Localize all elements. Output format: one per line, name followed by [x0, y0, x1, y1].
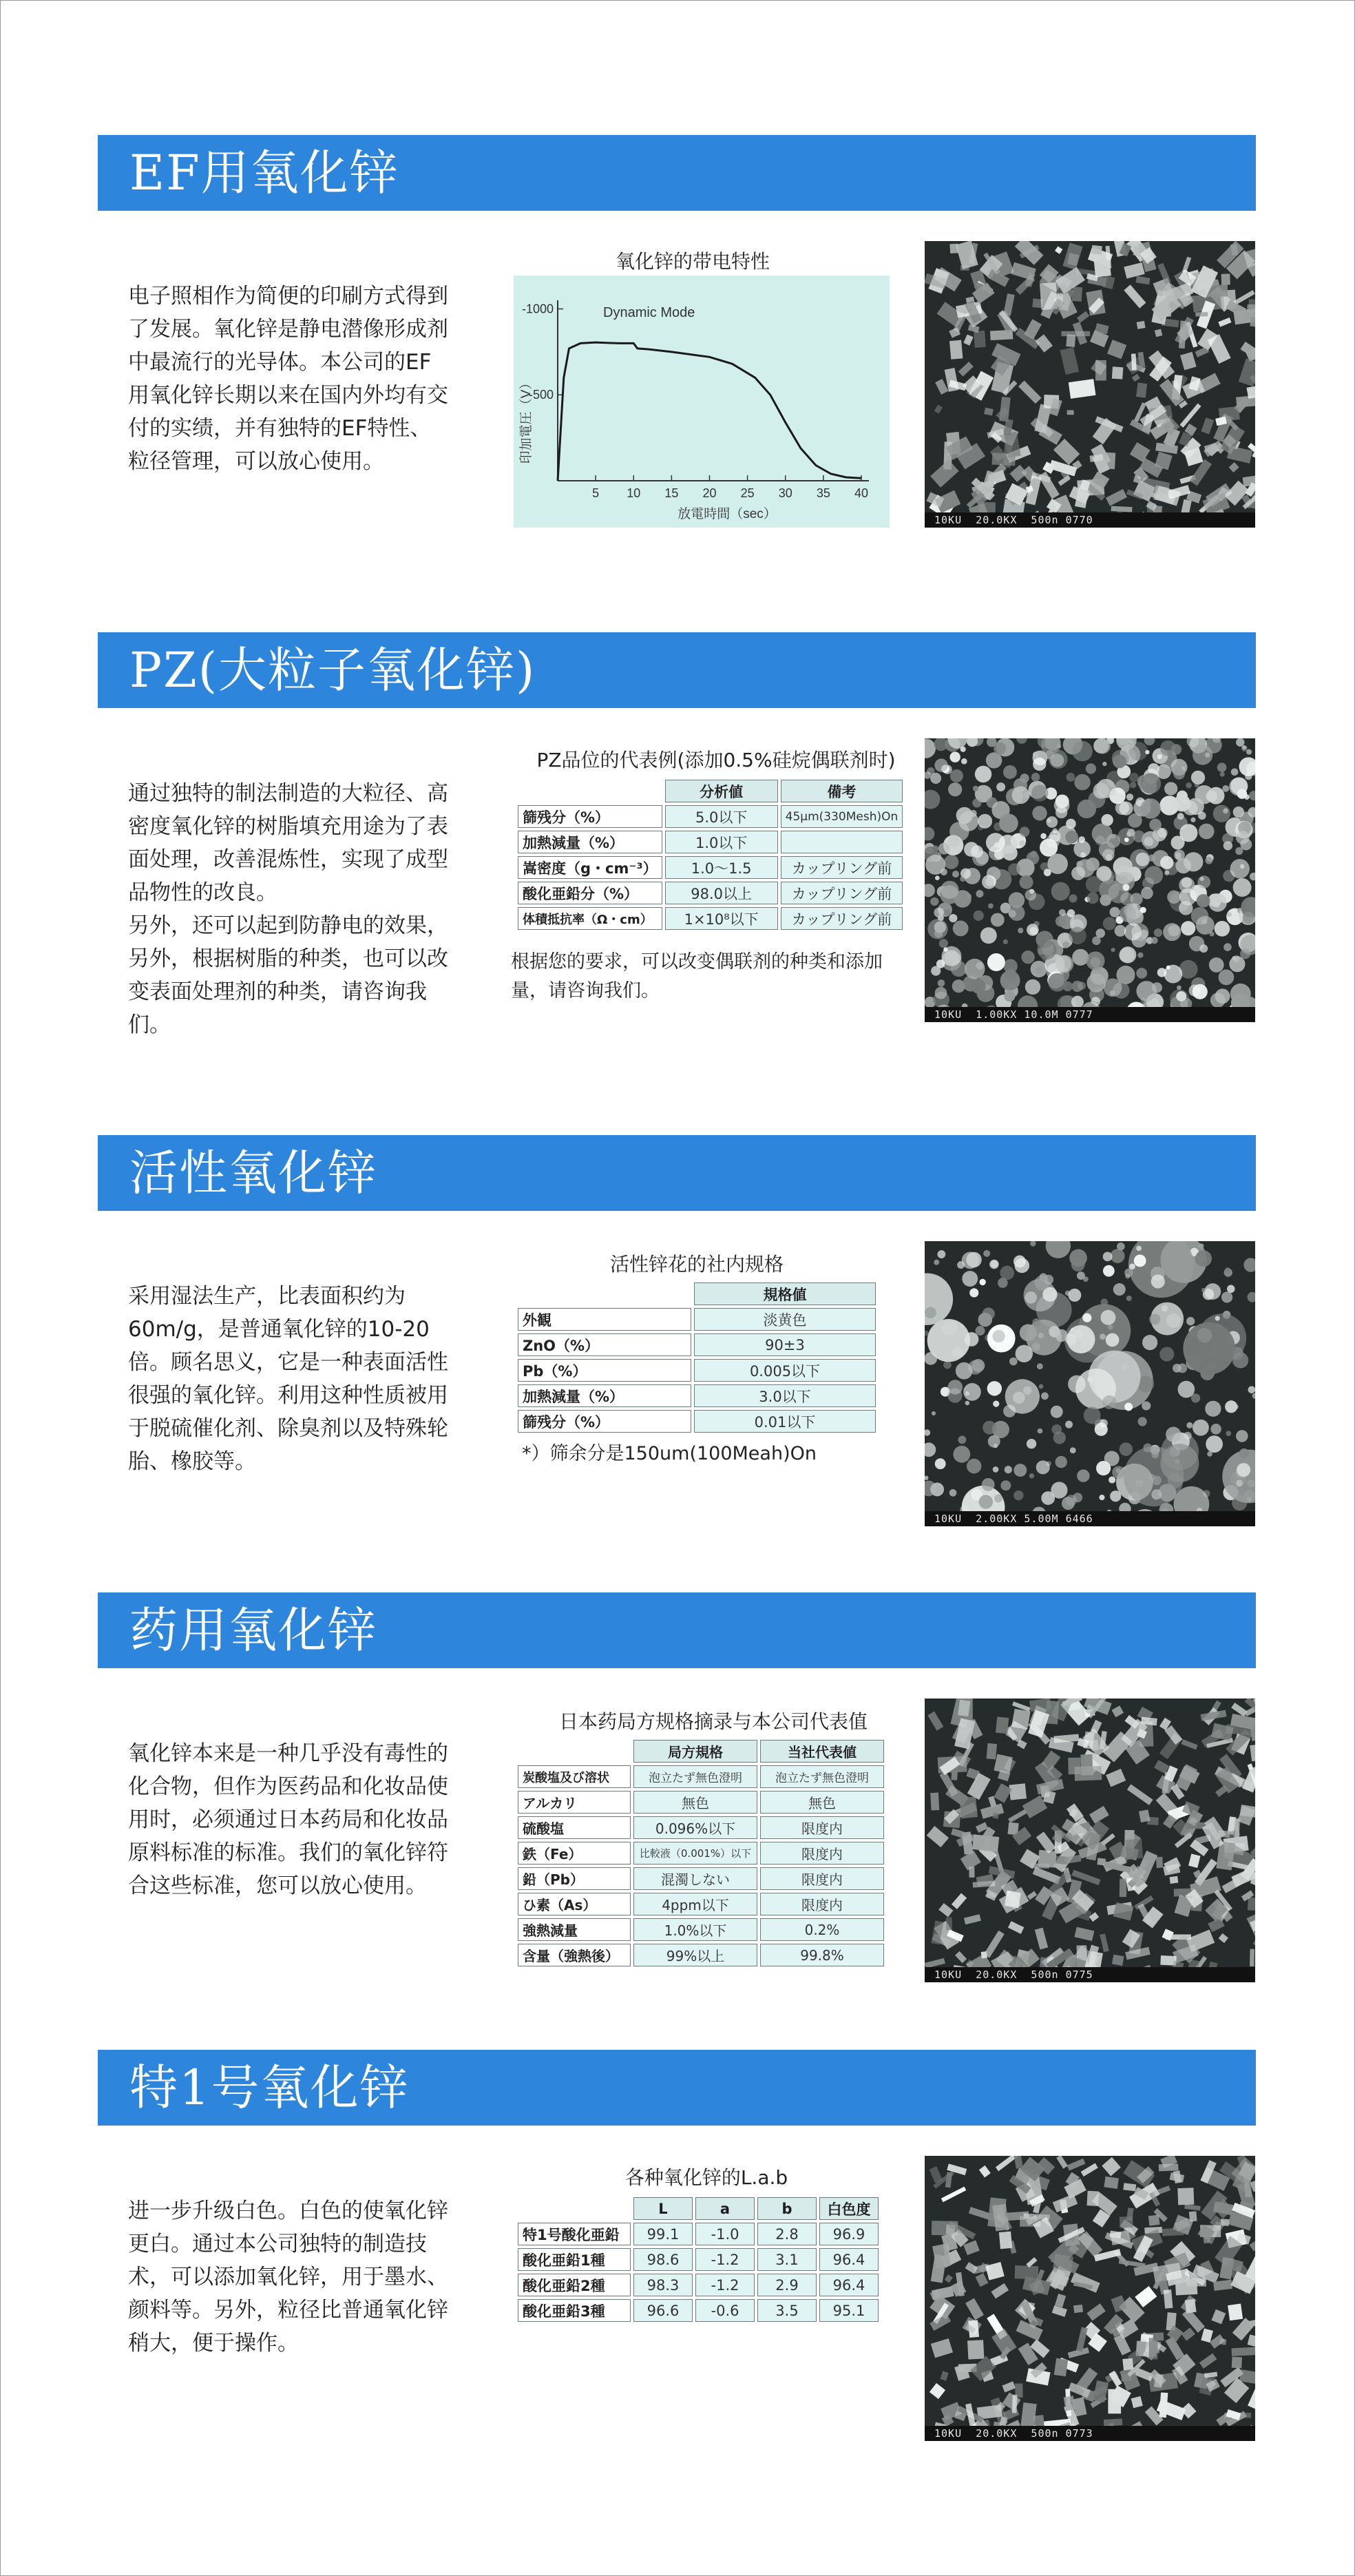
cell-value: 90±3: [694, 1333, 876, 1356]
section-banner: [98, 2050, 1256, 2126]
row-label: 篩残分（%）: [518, 805, 662, 828]
cell-value: 比較液（0.001%）以下: [633, 1842, 757, 1865]
cell-value: 限度内: [760, 1842, 884, 1865]
table-row: [518, 856, 903, 879]
table-row: [518, 831, 903, 853]
table-row: [518, 805, 903, 828]
section-description: 氧化锌本来是一种几乎没有毒性的化合物，但作为医药品和化妆品使用时，必须通过日本药局和化妆品原料标准的标准。我们的氧化锌符合这些标准，您可以放心使用。: [128, 1741, 448, 1898]
floret-texture: [925, 1241, 1255, 1526]
table-row: [518, 882, 903, 904]
table-note: 根据您的要求，可以改变偶联剂的种类和添加量，请咨询我们。: [511, 951, 883, 1001]
row-label: ひ素（As）: [518, 1893, 631, 1915]
table-row: [518, 1867, 884, 1890]
column-header: 白色度: [819, 2197, 879, 2220]
column-header: 規格値: [694, 1282, 876, 1305]
x-tick-label: 10: [627, 486, 641, 500]
cell-value: 限度内: [760, 1867, 884, 1890]
x-tick-label: 15: [664, 486, 679, 500]
micrograph-caption: 10KU 1.00KX 10.0M 0777: [934, 1008, 1093, 1021]
section-description: 通过独特的制法制造的大粒径、高密度氧化锌的树脂填充用途为了表面处理，改善混炼性，实现了成型品物性的改良。 另外，还可以起到防静电的效果，另外，根据树脂的种类，也可以改变表面处理剂的种类，请咨询我们。: [128, 781, 448, 1037]
cell-value: 0.01以下: [694, 1410, 876, 1433]
cell-value: 99%以上: [633, 1944, 757, 1966]
crystal-texture: [925, 2156, 1255, 2441]
table-row: [518, 1918, 884, 1941]
table-row: [518, 1384, 876, 1407]
table-row: [518, 1359, 876, 1382]
section-description: 进一步升级白色。白色的使氧化锌更白。通过本公司独特的制造技术，可以添加氧化锌，用于墨水、颜料等。另外，粒径比普通氧化锌稍大，便于操作。: [128, 2199, 448, 2356]
cell-value: 95.1: [819, 2299, 879, 2322]
column-header: 分析値: [665, 780, 778, 802]
cell-value: 限度内: [760, 1816, 884, 1839]
section-title: PZ(大粒子氧化锌): [129, 642, 536, 698]
cell-value: 淡黄色: [694, 1308, 876, 1331]
x-axis-label: 放電時間（sec）: [678, 507, 777, 521]
chart-title: 氧化锌的带电特性: [615, 250, 770, 273]
row-label: 嵩密度（g・cm⁻³）: [518, 856, 662, 879]
charging-characteristic-chart: [514, 276, 890, 528]
column-header: a: [695, 2197, 755, 2220]
chart-annotation: Dynamic Mode: [603, 305, 695, 320]
crystal-texture: [925, 241, 1255, 528]
cell-value: 1×10⁸以下: [665, 907, 778, 930]
table-row: [518, 2248, 879, 2271]
cell-value: [781, 831, 903, 853]
cell-value: -1.2: [695, 2248, 755, 2271]
micrograph-caption: 10KU 20.0KX 500n 0770: [934, 514, 1093, 526]
row-label: 加熱減量（%）: [518, 831, 662, 853]
cell-value: 98.6: [633, 2248, 693, 2271]
row-label: 鉛（Pb）: [518, 1867, 631, 1890]
table-title: 各种氧化锌的L.a.b: [624, 2166, 788, 2189]
cell-value: 96.4: [819, 2274, 879, 2296]
cell-value: 45µm(330Mesh)On: [781, 805, 903, 828]
section-banner: [98, 1592, 1256, 1668]
cell-value: カップリング前: [781, 882, 903, 904]
cell-value: 98.0以上: [665, 882, 778, 904]
row-label: 酸化亜鉛3種: [518, 2299, 631, 2322]
cell-value: 1.0以下: [665, 831, 778, 853]
cell-value: 1.0～1.5: [665, 856, 778, 879]
table-row: [518, 1765, 884, 1788]
sem-micrograph: [925, 738, 1255, 1022]
row-label: 含量（強熱後）: [518, 1944, 631, 1966]
cell-value: 3.5: [757, 2299, 817, 2322]
cell-value: -1.2: [695, 2274, 755, 2296]
section-description: 电子照相作为简便的印刷方式得到了发展。氧化锌是静电潜像形成剂中最流行的光导体。本公司的EF用氧化锌长期以来在国内外均有交付的实绩，并有独特的EF特性、粒径管理，可以放心使用。: [128, 284, 448, 474]
crystal-texture: [925, 1699, 1255, 1982]
table-title: 日本药局方规格摘录与本公司代表值: [558, 1710, 868, 1733]
row-label: 酸化亜鉛2種: [518, 2274, 631, 2296]
row-label: 篩残分（%）: [518, 1410, 691, 1433]
section-banner: [98, 632, 1256, 708]
y-tick-label: -500: [528, 388, 554, 402]
x-tick-label: 5: [592, 486, 600, 500]
cell-value: 2.8: [757, 2223, 817, 2245]
sem-micrograph: [925, 2156, 1255, 2441]
row-label: 特1号酸化亜鉛: [518, 2223, 631, 2245]
row-label: 鉄（Fe）: [518, 1842, 631, 1865]
cell-value: 96.9: [819, 2223, 879, 2245]
pharmacopoeia-table: [515, 1737, 887, 1969]
table-row: [518, 2299, 879, 2322]
cell-value: 98.3: [633, 2274, 693, 2296]
cell-value: -0.6: [695, 2299, 755, 2322]
row-label: 酸化亜鉛1種: [518, 2248, 631, 2271]
cell-value: 混濁しない: [633, 1867, 757, 1890]
cell-value: 限度内: [760, 1893, 884, 1915]
cell-value: 無色: [760, 1791, 884, 1814]
column-header: b: [757, 2197, 817, 2220]
micrograph-caption: 10KU 2.00KX 5.00M 6466: [934, 1513, 1093, 1525]
particle-texture: [925, 738, 1255, 1022]
section-title: 特1号氧化锌: [129, 2059, 410, 2116]
cell-value: 1.0%以下: [633, 1918, 757, 1941]
sem-micrograph: [925, 1241, 1255, 1526]
x-tick-label: 40: [854, 486, 868, 500]
cell-value: 泡立たず無色澄明: [760, 1765, 884, 1788]
cell-value: -1.0: [695, 2223, 755, 2245]
cell-value: 96.6: [633, 2299, 693, 2322]
table-row: [518, 1791, 884, 1814]
section-title: 活性氧化锌: [129, 1145, 377, 1201]
table-title: 活性锌花的社内规格: [609, 1253, 784, 1276]
table-note: *）筛余分是150um(100Meah)On: [522, 1443, 817, 1464]
micrograph-caption: 10KU 20.0KX 500n 0773: [934, 2427, 1093, 2440]
row-label: 強熱減量: [518, 1918, 631, 1941]
cell-value: 5.0以下: [665, 805, 778, 828]
table-row: [518, 907, 903, 930]
table-row: [518, 1842, 884, 1865]
row-label: 酸化亜鉛分（%）: [518, 882, 662, 904]
row-label: ZnO（%）: [518, 1333, 691, 1356]
table-row: [518, 1944, 884, 1966]
pz-spec-table: [515, 777, 905, 933]
row-label: 加熱減量（%）: [518, 1384, 691, 1407]
cell-value: 99.8%: [760, 1944, 884, 1966]
cell-value: 泡立たず無色澄明: [633, 1765, 757, 1788]
table-row: [518, 2223, 879, 2245]
y-axis-label: 印加電圧（V）: [519, 376, 534, 464]
cell-value: 3.0以下: [694, 1384, 876, 1407]
table-row: [518, 1816, 884, 1839]
x-tick-label: 25: [740, 486, 755, 500]
section-title: 药用氧化锌: [129, 1602, 377, 1659]
section-description: 采用湿法生产，比表面积约为60m/g，是普通氧化锌的10-20倍。顾名思义，它是一种表面活性很强的氧化锌。利用这种性质被用于脱硫催化剂、除臭剂以及特殊轮胎、橡胶等。: [128, 1284, 448, 1474]
row-label: 硫酸塩: [518, 1816, 631, 1839]
table-row: [518, 1333, 876, 1356]
cell-value: 無色: [633, 1791, 757, 1814]
section-banner: [98, 1135, 1256, 1211]
cell-value: 4ppm以下: [633, 1893, 757, 1915]
cell-value: カップリング前: [781, 907, 903, 930]
table-row: [518, 2274, 879, 2296]
x-tick-label: 35: [816, 486, 830, 500]
cell-value: 3.1: [757, 2248, 817, 2271]
cell-value: 96.4: [819, 2248, 879, 2271]
cell-value: 99.1: [633, 2223, 693, 2245]
table-row: [518, 1308, 876, 1331]
column-header: L: [633, 2197, 693, 2220]
cell-value: 0.005以下: [694, 1359, 876, 1382]
table-title: PZ品位的代表例(添加0.5%硅烷偶联剂时): [536, 749, 896, 771]
row-label: Pb（%）: [518, 1359, 691, 1382]
sem-micrograph: [925, 1699, 1255, 1982]
cell-value: カップリング前: [781, 856, 903, 879]
table-row: [518, 1410, 876, 1433]
column-header: 局方規格: [633, 1740, 757, 1763]
column-header: 当社代表値: [760, 1740, 884, 1763]
lab-color-table: [515, 2194, 881, 2325]
active-spec-table: [515, 1280, 879, 1435]
cell-value: 0.096%以下: [633, 1816, 757, 1839]
column-header: 備考: [781, 780, 903, 802]
row-label: 外観: [518, 1308, 691, 1331]
chart-background: [514, 276, 890, 528]
micrograph-caption: 10KU 20.0KX 500n 0775: [934, 1969, 1093, 1981]
section-title: EF用氧化锌: [129, 145, 399, 201]
table-row: [518, 1893, 884, 1915]
cell-value: 2.9: [757, 2274, 817, 2296]
row-label: 体積抵抗率（Ω・cm）: [518, 907, 662, 930]
y-tick-label: -1000: [521, 302, 554, 316]
x-tick-label: 20: [702, 486, 717, 500]
row-label: アルカリ: [518, 1791, 631, 1814]
cell-value: 0.2%: [760, 1918, 884, 1941]
row-label: 炭酸塩及び溶状: [518, 1765, 631, 1788]
sem-micrograph: [925, 241, 1255, 528]
x-tick-label: 30: [778, 486, 792, 500]
section-banner: [98, 135, 1256, 211]
